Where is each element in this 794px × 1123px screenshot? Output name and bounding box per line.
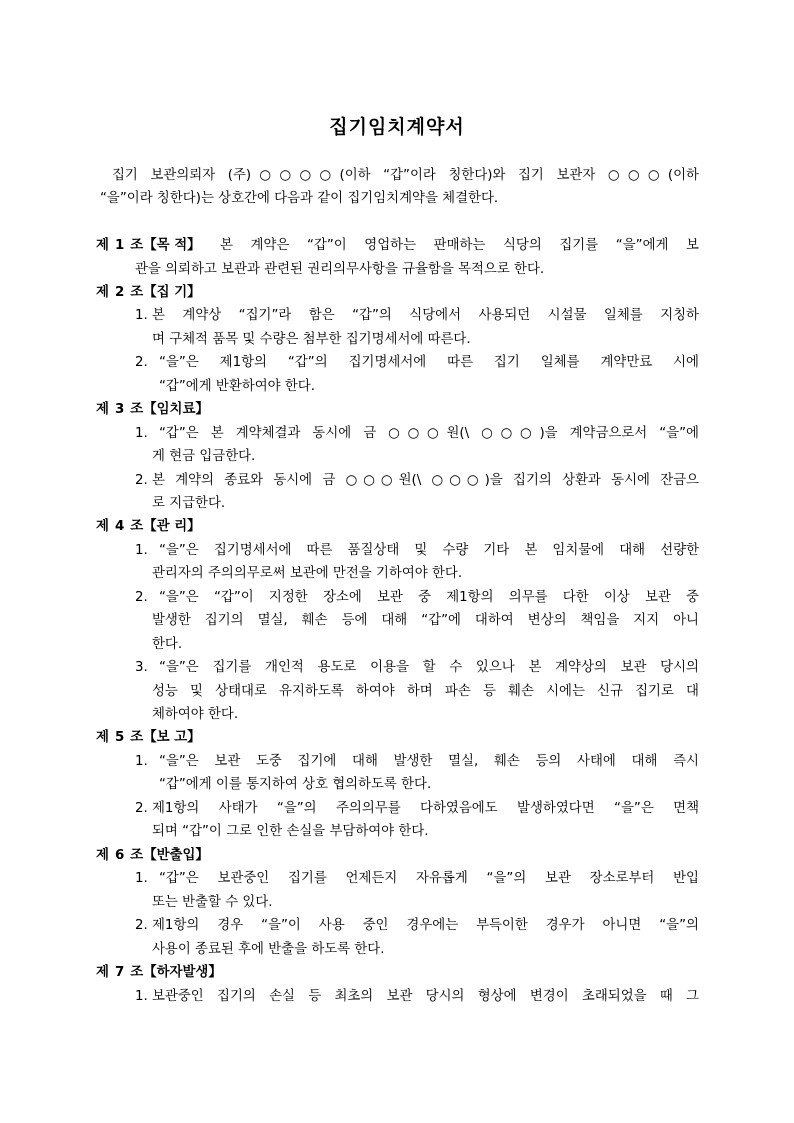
- article-prefix: 제: [96, 848, 109, 863]
- article-prefix: 제: [96, 730, 109, 745]
- article-4-item-1-line-2: 관리자의 주의의무로써 보관에 만전을 기하여야 한다.: [152, 566, 463, 581]
- article-prefix: 제: [96, 238, 109, 253]
- item-number: 1.: [135, 754, 148, 769]
- article-suffix: 조: [130, 402, 144, 417]
- intro-line-2: “을”이라 칭한다)는 상호간에 다음과 같이 집기임치계약을 체결한다.: [100, 191, 499, 206]
- article-title: 【보 고】: [143, 730, 201, 745]
- item-number: 1.: [135, 543, 148, 558]
- article-3-heading: [96, 401, 209, 419]
- article-3-item-1-line-2: 게 현금 입금한다.: [152, 449, 256, 464]
- article-suffix: 조: [130, 238, 144, 253]
- article-1-heading: [96, 237, 201, 255]
- document-title: 집기임치계약서: [329, 116, 465, 138]
- article-5-heading: [96, 729, 201, 747]
- article-title: 【임치료】: [143, 402, 209, 417]
- article-3-item-2-line-2: 로 지급한다.: [152, 496, 226, 511]
- article-prefix: 제: [96, 402, 109, 417]
- article-number: 4: [114, 519, 125, 534]
- item-number: 1.: [135, 308, 148, 323]
- article-4-item-2-line-3: 한다.: [152, 637, 183, 652]
- item-number: 2.: [135, 918, 148, 933]
- article-4-item-2-line-2: 발생한 집기의 멸실, 훼손 등에 대해 “갑”에 대하여 변상의 책임을 지지 아니: [152, 613, 699, 628]
- item-number: 2.: [135, 355, 148, 370]
- item-number: 2.: [135, 590, 148, 605]
- article-4-item-1-line-1: “을”은 집기명세서에 따른 품질상태 및 수량 기타 본 임치물에 대해 선량한: [159, 543, 699, 558]
- article-number: 3: [114, 402, 125, 417]
- article-6-item-2-line-1: 제1항의 경우 “을”이 사용 중인 경우에는 부득이한 경우가 아니면 “을”의: [152, 918, 699, 933]
- article-suffix: 조: [130, 848, 144, 863]
- article-6-heading: [96, 847, 209, 865]
- article-5-item-2-line-1: 제1항의 사태가 “을”의 주의의무를 다하였음에도 발생하였다면 “을”은 면책: [152, 801, 699, 816]
- item-number: 1.: [135, 871, 148, 886]
- item-number: 3.: [135, 660, 148, 675]
- article-suffix: 조: [130, 730, 144, 745]
- article-2-item-2-line-1: “을”은 제1항의 “갑”의 집기명세서에 따른 집기 일체를 계약만료 시에: [159, 355, 699, 370]
- article-6-item-1-line-2: 또는 반출할 수 있다.: [152, 895, 273, 910]
- article-4-heading: [96, 518, 201, 536]
- article-7-item-1-line-1: 보관중인 집기의 손실 등 최초의 보관 당시의 형상에 변경이 초래되었을 때 그: [152, 989, 699, 1004]
- article-4-item-3-line-1: “을”은 집기를 개인적 용도로 이용을 할 수 있으나 본 계약상의 보관 당시의: [159, 660, 699, 675]
- article-prefix: 제: [96, 519, 109, 534]
- article-prefix: 제: [96, 965, 109, 980]
- article-5-item-1-line-1: “을”은 보관 도중 집기에 대해 발생한 멸실, 훼손 등의 사태에 대해 즉시: [159, 754, 699, 769]
- article-6-item-2-line-2: 사용이 종료된 후에 반출을 하도록 한다.: [152, 942, 385, 957]
- article-5-item-1-line-2: “갑”에게 이를 통지하여 상호 협의하도록 한다.: [159, 777, 432, 792]
- article-2-item-2-line-2: “갑”에게 반환하여야 한다.: [159, 379, 315, 394]
- article-4-item-2-line-1: “을”은 “갑”이 지정한 장소에 보관 중 제1항의 의무를 다한 이상 보관 중: [159, 590, 699, 605]
- article-number: 1: [114, 238, 125, 253]
- item-number: 2.: [135, 473, 148, 488]
- article-2-item-1-line-2: 며 구체적 품목 및 수량은 첨부한 집기명세서에 따른다.: [152, 332, 471, 347]
- item-number: 2.: [135, 801, 148, 816]
- article-2-item-1-line-1: 본 계약상 “집기”라 함은 “갑”의 식당에서 사용되던 시설물 일체를 지칭하: [152, 308, 699, 323]
- article-7-heading: [96, 964, 222, 982]
- article-number: 7: [114, 965, 125, 980]
- article-2-heading: [96, 284, 201, 302]
- article-title: 【반출입】: [143, 848, 209, 863]
- article-title: 【집 기】: [143, 285, 201, 300]
- article-suffix: 조: [130, 965, 144, 980]
- article-4-item-3-line-2: 성능 및 상태대로 유지하도록 하여야 하며 파손 등 훼손 시에는 신규 집기로 대: [152, 684, 699, 699]
- article-number: 6: [114, 848, 125, 863]
- article-1-text-line-1: 본 계약은 “갑”이 영업하는 판매하는 식당의 집기를 “을”에게 보: [220, 238, 699, 253]
- article-3-item-2-line-1: 본 계약의 종료와 동시에 금 ○○○원(\ ○○○)을 집기의 상환과 동시에 잔금으: [152, 473, 699, 488]
- article-6-item-1-line-1: “갑”은 보관중인 집기를 언제든지 자유롭게 “을”의 보관 장소로부터 반입: [159, 871, 699, 886]
- article-suffix: 조: [130, 519, 144, 534]
- article-number: 2: [114, 285, 125, 300]
- article-title: 【관 리】: [143, 519, 201, 534]
- article-4-item-3-line-3: 체하여야 한다.: [152, 707, 239, 722]
- article-5-item-2-line-2: 되며 “갑”이 그로 인한 손실을 부담하여야 한다.: [152, 824, 429, 839]
- item-number: 1.: [135, 426, 148, 441]
- article-1-text-line-2: 관을 의뢰하고 보관과 관련된 권리의무사항을 규율함을 목적으로 한다.: [135, 262, 545, 277]
- intro-line-1: 집기 보관의뢰자 (주)○○○○(이하 “갑”이라 칭한다)와 집기 보관자 ○○○(이하: [112, 168, 699, 183]
- item-number: 1.: [135, 989, 148, 1004]
- article-number: 5: [114, 730, 125, 745]
- article-title: 【하자발생】: [143, 965, 222, 980]
- article-title: 【목 적】: [143, 238, 201, 253]
- article-suffix: 조: [130, 285, 144, 300]
- article-prefix: 제: [96, 285, 109, 300]
- article-3-item-1-line-1: “갑”은 본 계약체결과 동시에 금 ○○○원(\ ○○○)을 계약금으로서 “을”에: [159, 426, 699, 441]
